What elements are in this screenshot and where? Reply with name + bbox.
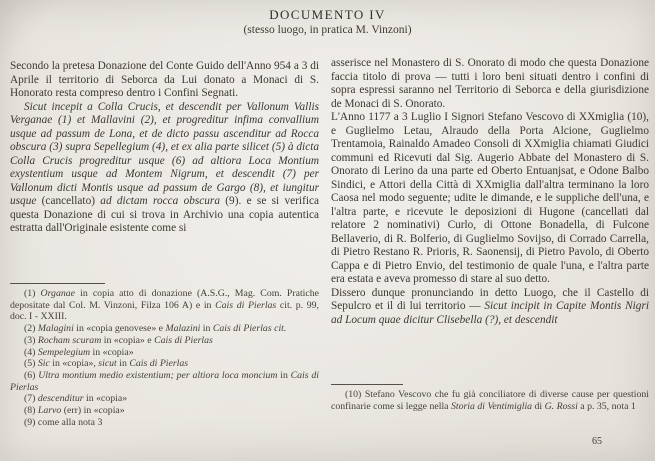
footnote: (7) descenditur in «copia» xyxy=(24,393,128,405)
paragraph: Secondo la pretesa Donazione del Conte Guido dell'Anno 954 a 3 di Aprile il territorio di Seborca da Lui donato a Monaci di S. Honorato resta compreso dentro i Confini Segnati. xyxy=(10,60,319,99)
paragraph: Dissero dunque pronunciando in detto Luogo, che il Castello di Sepulcro et il di lui territorio — Sicut incipit in Capite Montis Nigri ad Locum quae dicitur Clisebella (?), et descendit xyxy=(331,286,649,326)
footnote: (1) Organae in copia atto di donazione (A.S.G., Mag. Com. Pratiche depositate dal Col. M. Vinzoni, Filza 106 A) e in Cais di Pierlas cit. p. 99, doc. I - XXIII. xyxy=(10,288,319,323)
right-column xyxy=(331,57,649,327)
document-title: DOCUMENTO IV xyxy=(269,7,386,22)
footnote: (2) Malagini in «copia genovese» e Malazini in Cais di Pierlas cit. xyxy=(24,323,287,335)
footnote: (8) Larvo (err) in «copia» xyxy=(24,405,125,417)
document-subtitle: (stesso luogo, in pratica M. Vinzoni) xyxy=(243,24,412,36)
footnote-rule xyxy=(10,283,105,284)
page-number: 65 xyxy=(592,436,602,447)
paragraph: asserisce nel Monastero di S. Onorato di modo che questa Donazione faccia titolo di prova — tutti i loro beni situati dentro i confini di sopra espressi saranno nel Territorio di Seborca e della giurisdizione de Monaci di S. Onorato. xyxy=(331,57,649,110)
footnote: (10) Stefano Vescovo che fu già conciliatore di diverse cause per questioni confinarie come si legge nella Storia di Ventimiglia di G. Rossi a p. 35, nota 1 xyxy=(331,389,649,412)
left-column xyxy=(10,60,319,236)
footnote: (6) Ultra montium medio existentium; per altiora loca moncium in Cais di Pierlas xyxy=(10,369,319,393)
left-footnotes xyxy=(10,283,319,428)
paragraph: L'Anno 1177 a 3 Luglio I Signori Stefano Vescovo di XXmiglia (10), e Guglielmo Letau, Alraudo della Porta Alcione, Guglielmo Trentamoia, Rainaldo Amadeo Consoli di XXmiglia chiamati Giudici communi ed Ricevuti dal Sig. Augerio Abbate del Monastero di S. Onorato di Lerino da una parte ed Oberto Entuanjsat, e Odone Balbo Sindici, e Attori della Città di XXmiglia dall'altra terminano la loro Caosa nel modo seguente; udite le dimande, e le suppliche dell'una, e l'altra parte, e ricevute le deposizioni di Hugone (cancellati dal relatore 2 nominativi) Curlo, di Ottone Bonadella, di Fulcone Bellaverio, di R. Bolferio, di Guglielmo Sovijso, di Corrado Carrella, di Pietro Restano R. Prioris, R. Saonensij, di Pietro Pavolo, di Oberto Cappa e di Pietro Envio, del testimonio de quale l'una, e l'altra parte era estata e aveva promesso di stare al suo detto. xyxy=(331,111,649,285)
footnote: (5) Sic in «copia», sicut in Cais di Pierlas xyxy=(24,358,189,370)
right-footnotes xyxy=(331,384,649,412)
document-header xyxy=(0,7,655,36)
footnote-rule xyxy=(331,384,403,385)
footnote: (3) Rocham scuram in «copia» e Cais di Pierlas xyxy=(24,334,213,346)
footnote: (4) Sempelegium in «copia» xyxy=(24,346,134,358)
paragraph: Sicut incepit a Colla Crucis, et descendit per Vallonum Vallis Verganae (1) et Mallavini (2), et progreditur infima convallium usque ad passum de Lona, et de dicto passu ascenditur ad Rocca obscura (3) supra Sepellegium (4), et ex alia parte silicet (5) à dicta Colla Crucis progreditur usque (6) ad altiora Loca Montium exystentium usque ad Montem Nigrum, et descendit (7) per Vallonum dicti Montis usque ad passum de Gargo (8), et iungitur usque (cancellato) ad dictam rocca obscura (9). e se si verifica questa Donazione di cui si trova in Archivio una copia autentica estratta dall'Originale esistente come si xyxy=(10,100,319,234)
footnote: (9) come alla nota 3 xyxy=(24,416,103,428)
